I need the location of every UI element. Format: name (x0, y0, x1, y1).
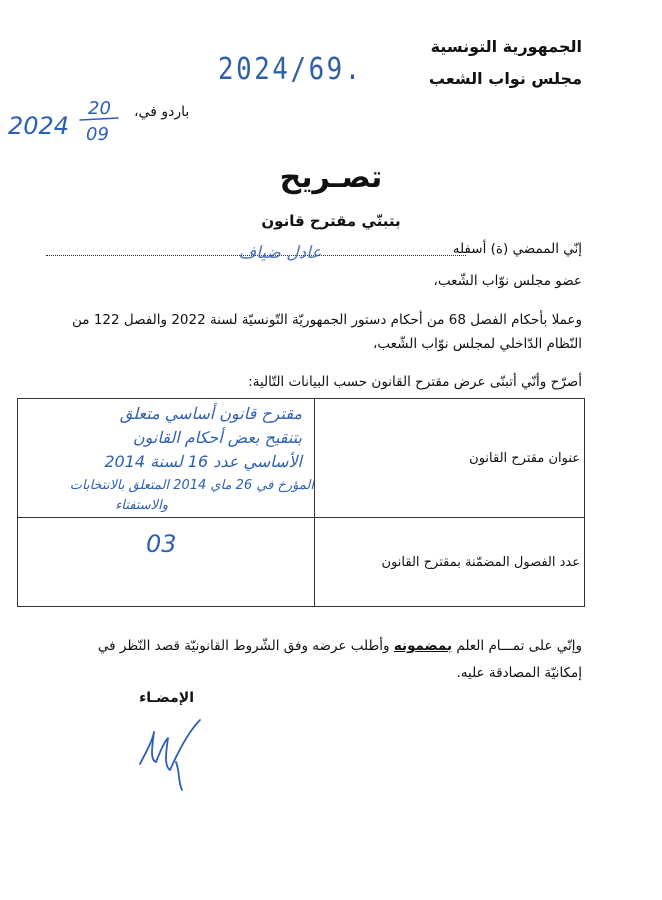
document-subtitle: بتبنّي مقترح قانون (261, 212, 401, 230)
table-row (18, 518, 585, 607)
closing-line1-before: وإنّي على تمـــام العلم (456, 638, 582, 654)
bill-title-line: المؤرخ في 26 ماي 2014 المتعلق بالانتخابات (69, 478, 314, 493)
date-label: باردو في، (134, 104, 190, 120)
header-country: الجمهورية التونسية (430, 37, 582, 56)
handwritten-signature (130, 712, 210, 792)
bill-title-line: بتنقيح بعض أحكام القانون (132, 428, 302, 447)
date-fraction-line (80, 118, 118, 120)
date-year: 2024 (8, 112, 70, 140)
signature-stroke (140, 720, 200, 790)
signature-label: الإمضـاء (139, 690, 194, 706)
legal-basis-line2: النّظام الدّاخلي لمجلس نوّاب الشّعب، (373, 336, 582, 352)
handwritten-article-count (18, 518, 314, 606)
signatory-name: عادل ضياف (238, 243, 322, 263)
article-count-value: 03 (146, 530, 177, 558)
bill-title-line: الأساسي عدد 16 لسنة 2014 (104, 452, 302, 471)
bill-title-value-cell (18, 399, 315, 518)
table-row (18, 399, 585, 518)
article-count-value-cell (18, 518, 315, 607)
document-title: تصـريح (279, 160, 383, 195)
bill-title-line: والاستفتاء (115, 498, 168, 513)
closing-line2: إمكانيّة المصادقة عليه. (456, 665, 582, 681)
bill-title-label: عنوان مقترح القانون (315, 399, 585, 518)
legal-basis-line1: وعملا بأحكام الفصل 68 من أحكام دستور الجمهوريّة التّونسيّة لسنة 2022 والفصل 122 من (72, 312, 582, 328)
closing-line1-after: وأطلب عرضه وفق الشّروط القانونيّة قصد النّظر في (97, 638, 390, 654)
bill-details-table (17, 398, 585, 607)
closing-emphasis: بمضمونه (393, 638, 453, 654)
table-intro: أصرّح وأنّي أتبنّى عرض مقترح القانون حسب البيانات التّالية: (248, 374, 582, 390)
date-month: 09 (86, 124, 109, 145)
date-day: 20 (88, 98, 111, 119)
handwritten-bill-title (18, 399, 314, 517)
handwritten-date (0, 88, 140, 148)
registration-stamp-number: 2024/69. (218, 52, 363, 87)
declaration-membership: عضو مجلس نوّاب الشّعب، (433, 273, 582, 289)
header-institution: مجلس نواب الشعب (428, 69, 582, 88)
closing-line1 (98, 635, 582, 657)
article-count-label: عدد الفصول المضمّنة بمقترح القانون (315, 518, 585, 607)
declaration-prefix: إنّي الممضي (ة) أسفله (452, 241, 582, 257)
handwritten-signatory-name (180, 236, 380, 268)
bill-title-line: مقترح قانون أساسي متعلق (119, 404, 302, 423)
